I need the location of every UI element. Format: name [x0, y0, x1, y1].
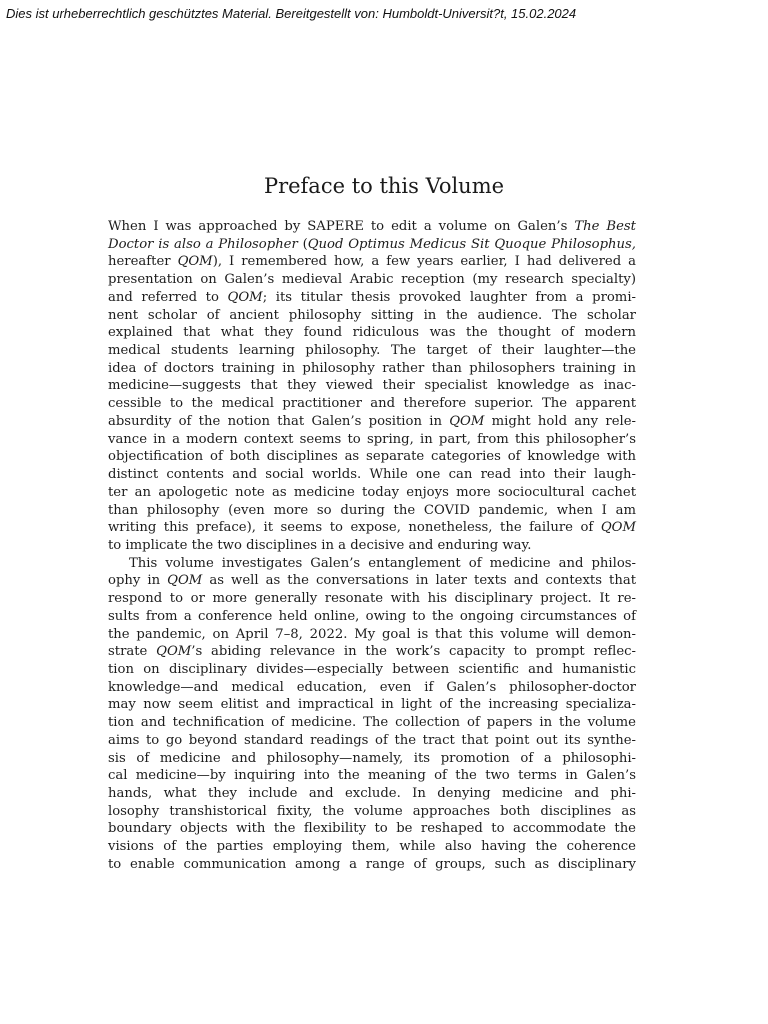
- text-run: This volume investigates Galen’s entanglement of medicine and philos-: [129, 555, 636, 571]
- paragraph: [108, 555, 636, 874]
- text-line: [108, 750, 636, 768]
- text-run: as well as the conversations in later texts and contexts that: [202, 573, 636, 589]
- text-run: objectification of both disciplines as separate categories of knowledge with: [108, 449, 636, 465]
- italic-text: Quod Optimus Medicus Sit Quoque Philosophus,: [307, 236, 636, 252]
- text-line: [108, 608, 636, 626]
- text-line: [108, 519, 636, 537]
- text-line: [108, 679, 636, 697]
- text-run: hereafter: [108, 254, 178, 270]
- text-run: vance in a modern context seems to spring, in part, from this philosopher’s: [108, 431, 636, 447]
- italic-text: QOM: [156, 644, 192, 660]
- text-line: [108, 271, 636, 289]
- text-run: medical students learning philosophy. The target of their laughter—the: [108, 343, 636, 359]
- text-line: [108, 838, 636, 856]
- text-line: [108, 360, 636, 378]
- text-run: When I was approached by SAPERE to edit a volume on Galen’s: [108, 219, 575, 234]
- text-run: cessible to the medical practitioner and therefore superior. The apparent: [108, 396, 636, 412]
- text-line: [108, 856, 636, 874]
- copyright-watermark: Dies ist urheberrechtlich geschütztes Material. Bereitgestellt von: Humboldt-Universit?t, 15.02.2024: [6, 6, 577, 21]
- text-run: than philosophy (even more so during the COVID pandemic, when I am: [108, 502, 636, 518]
- text-line: [108, 324, 636, 342]
- text-line: [108, 342, 636, 360]
- text-run: may now seem elitist and impractical in light of the increasing specializa-: [108, 697, 636, 713]
- italic-text: The Best: [574, 219, 636, 234]
- text-run: ), I remembered how, a few years earlier, I had delivered a: [212, 254, 636, 270]
- text-line: [108, 307, 636, 325]
- text-line: [108, 218, 636, 236]
- text-run: absurdity of the notion that Galen’s position in: [108, 413, 450, 429]
- text-run: distinct contents and social worlds. While one can read into their laugh-: [108, 467, 636, 483]
- text-line: [108, 643, 636, 661]
- text-line: [108, 732, 636, 750]
- text-run: sis of medicine and philosophy—namely, its promotion of a philosophi-: [108, 750, 636, 766]
- text-line: [108, 413, 636, 431]
- text-run: tion on disciplinary divides—especially between scientific and humanistic: [108, 661, 636, 677]
- text-line: [108, 785, 636, 803]
- text-line: [108, 714, 636, 732]
- text-run: sults from a conference held online, owing to the ongoing circumstances of: [108, 608, 636, 624]
- text-line: [108, 484, 636, 502]
- text-line: [108, 590, 636, 608]
- text-line: [108, 572, 636, 590]
- text-run: to implicate the two disciplines in a decisive and enduring way.: [108, 537, 532, 553]
- text-run: hands, what they include and exclude. In denying medicine and phi-: [108, 786, 636, 801]
- text-run: boundary objects with the flexibility to be reshaped to accommodate the: [108, 821, 636, 837]
- text-line: [108, 696, 636, 714]
- italic-text: QOM: [449, 413, 485, 429]
- text-run: cal medicine—by inquiring into the meaning of the two terms in Galen’s: [108, 768, 636, 784]
- text-run: idea of doctors training in philosophy rather than philosophers training in: [108, 360, 636, 376]
- text-run: presentation on Galen’s medieval Arabic reception (my research specialty): [108, 272, 636, 288]
- text-line: [108, 377, 636, 395]
- text-line: [108, 803, 636, 821]
- text-run: medicine—suggests that they viewed their specialist knowledge as inac-: [108, 378, 636, 394]
- text-run: explained that what they found ridiculous was the thought of modern: [108, 325, 636, 341]
- text-run: nent scholar of ancient philosophy sitting in the audience. The scholar: [108, 307, 636, 323]
- italic-text: Doctor is also a Philosopher: [108, 236, 298, 252]
- text-run: ; its titular thesis provoked laughter from a promi-: [262, 289, 636, 305]
- text-run: ophy in: [108, 573, 168, 589]
- text-run: ter an apologetic note as medicine today enjoys more sociocultural cachet: [108, 484, 636, 500]
- page-title: Preface to this Volume: [263, 174, 505, 198]
- text-line: [108, 502, 636, 520]
- text-run: the pandemic, on April 7–8, 2022. My goal is that this volume will demon-: [108, 626, 636, 642]
- text-run: tion and technification of medicine. The collection of papers in the volume: [108, 715, 636, 731]
- text-line: [108, 289, 636, 307]
- text-run: to enable communication among a range of groups, such as disciplinary: [108, 856, 636, 872]
- text-line: [108, 626, 636, 644]
- text-line: [108, 661, 636, 679]
- text-run: writing this preface), it seems to expose, nonetheless, the failure of: [108, 520, 601, 536]
- text-run: ’s abiding relevance in the work’s capacity to prompt reflec-: [191, 644, 636, 660]
- italic-text: QOM: [600, 520, 636, 536]
- text-run: knowledge—and medical education, even if Galen’s philosopher-doctor: [108, 679, 636, 695]
- text-run: strate: [108, 644, 157, 660]
- italic-text: QOM: [177, 254, 213, 270]
- text-run: and referred to: [108, 289, 228, 305]
- text-line: [108, 466, 636, 484]
- text-line: [108, 395, 636, 413]
- text-line: [108, 555, 636, 573]
- text-run: might hold any rele-: [484, 413, 636, 429]
- italic-text: QOM: [167, 573, 203, 589]
- text-run: visions of the parties employing them, while also having the coherence: [108, 839, 636, 855]
- text-line: [108, 537, 636, 555]
- preface-body: [108, 218, 636, 874]
- text-line: [108, 431, 636, 449]
- paragraph: [108, 218, 636, 555]
- text-line: [108, 253, 636, 271]
- italic-text: QOM: [227, 289, 263, 305]
- text-line: [108, 767, 636, 785]
- text-line: [108, 820, 636, 838]
- text-run: respond to or more generally resonate with his disciplinary project. It re-: [108, 591, 636, 607]
- text-run: aims to go beyond standard readings of the tract that point out its synthe-: [108, 732, 636, 748]
- text-line: [108, 236, 636, 254]
- text-run: (: [297, 236, 308, 252]
- text-run: losophy transhistorical fixity, the volume approaches both disciplines as: [108, 803, 636, 819]
- text-line: [108, 448, 636, 466]
